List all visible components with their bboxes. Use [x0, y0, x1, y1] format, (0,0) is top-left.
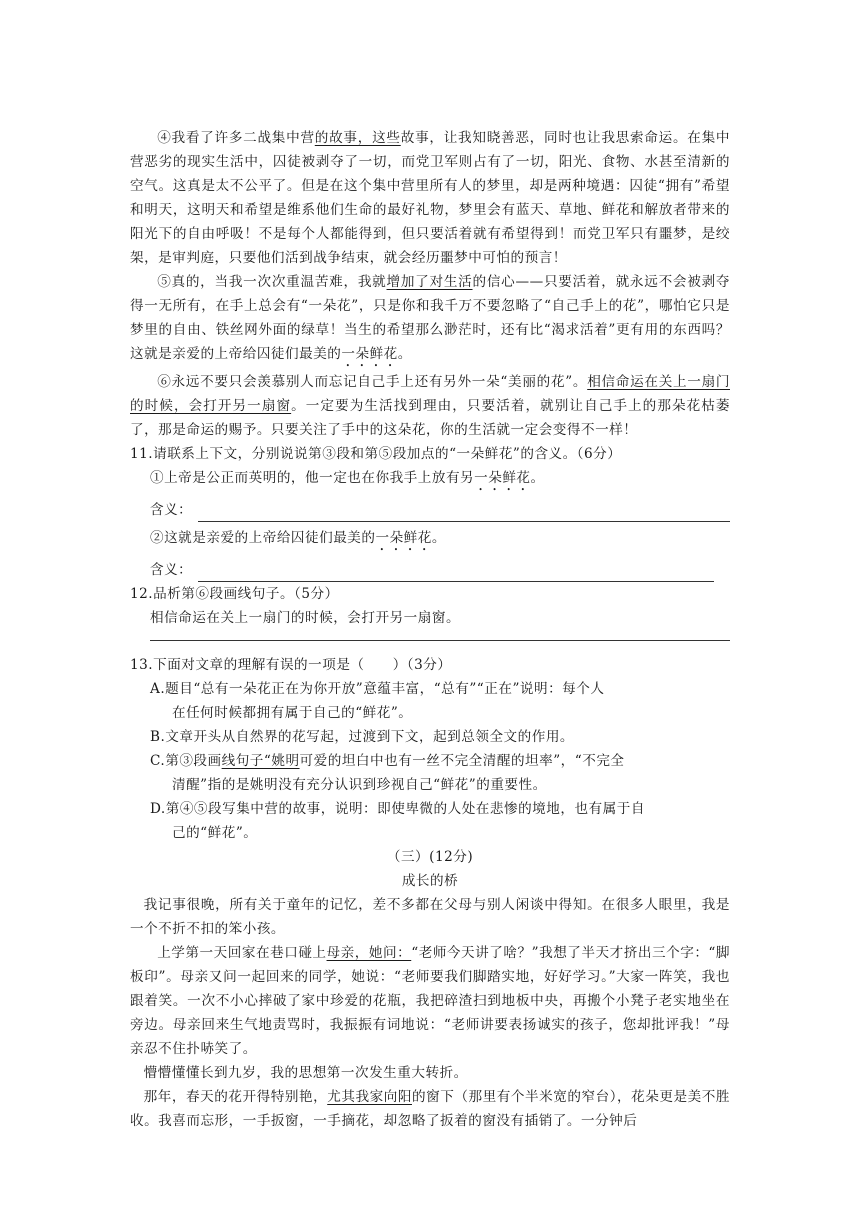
text-run: 。一定要为生活找到理由，只要活着，就别让自己手上的那朵花枯萎了，那是命运的赐予。只要关注了手中的这朵花，你的生活就一定会变得不一样！	[130, 398, 730, 438]
underlined-text: 的故事，这些	[314, 130, 401, 146]
text-run: 故事，让我知晓善恶，同时也让我思索命运。在集中营恶劣的现实生活中，囚徒被剥夺了一切，而党卫军则占有了一切，阳光、食物、水甚至清新的空气。这真是太不公平了。但是在这个集中营里所有人的梦里，却是两种境遇：囚徒“拥有”希望和明天，这明天和希望是维系他们生命的最好礼物，梦里会有蓝天、草地、鲜花和解放者带来的阳光下的自由呼吸！不是每个人都能得到，但只要活着就有希望得到！而党卫军只有噩梦，是绞架，是审判庭，只要他们活到战争结束，就会经历噩梦中可怕的预言！	[130, 130, 731, 266]
paragraph-4	[130, 126, 730, 270]
question-13-stem: 13.下面对文章的理解有误的一项是（ ）（3分）	[130, 657, 452, 673]
underlined-text: 相信命运在关上一扇门的时候，会打开另一扇窗	[130, 374, 730, 414]
section3-paragraph-3: 懵懵懂懂长到九岁，我的思想第一次发生重大转折。	[143, 1065, 468, 1081]
text-run: 可爱的坦白中也有一丝不完全清醒的坦率”，“不完全	[299, 753, 625, 769]
option-d-cont: 己的“鲜花”。	[172, 825, 258, 841]
text-run: ④我看了许多二战集中营	[157, 130, 315, 146]
paragraph-6	[130, 370, 730, 442]
answer-row-1	[130, 498, 730, 522]
dotted-text: 一朵鲜花	[474, 470, 531, 486]
text-run: ②这就是亲爱的上帝给囚徒们最美的	[150, 530, 376, 546]
text-run: C.第③段画	[150, 753, 222, 769]
underlined-text: 尤其我家向阳	[327, 1089, 412, 1105]
option-c-cont: 清醒”指的是姚明没有充分认识到珍视自己“鲜花”的重要性。	[172, 777, 547, 793]
underlined-text: 增加了对生活	[386, 274, 473, 290]
text-run: 上学第一天回家在巷口碰上	[157, 945, 327, 961]
text-run: “老师今天讲了啥？”我想了半天才挤出三个字：“脚板印”。母亲又问一起回来的同学，她说：“老师要我们脚踏实地，好好学习。”大家一阵笑，我也跟着笑。一次不小心摔破了家中珍爱的花瓶，我把碎渣扫到地板中央，再搬个小凳子老实地坐在旁边。母亲回来生气地责骂时，我振振有词地说：“老师讲要表扬诚实的孩子，您却批评我！”母亲忍不住扑哧笑了。	[130, 945, 730, 1057]
exam-page	[130, 126, 730, 1133]
question-11-stem: 11.请联系上下文，分别说说第③段和第⑤段加点的“一朵鲜花”的含义。（6分）	[130, 446, 622, 462]
dotted-text: 一朵鲜花	[375, 530, 432, 546]
text-run: 。	[431, 530, 446, 546]
option-a: A.题目“总有一朵花正在为你开放”意蕴丰富，“总有”“正在”说明：每个人	[150, 681, 605, 697]
text-run: 的信心——只要活着，就永远不会被剥夺得一无所有，在手上总会有“一朵花”，只是你和我千万不要忽略了“自己手上的花”，哪怕它只是梦里的自由、铁丝网外面的绿草！当生的希望那么渺茫时，还有比“渴求活着”更有用的东西吗？这就是亲爱的上帝给囚徒们最美的	[130, 274, 731, 362]
section3-paragraph-1: 我记事很晚，所有关于童年的记忆，差不多都在父母与别人闲谈中得知。在很多人眼里，我是一个不折不扣的笨小孩。	[130, 897, 730, 937]
question-12-stem: 12.品析第⑥段画线句子。（5分）	[130, 586, 339, 602]
answer-label-2: 含义：	[150, 562, 193, 578]
question-12-sentence: 相信命运在关上一扇门的时候，会打开另一扇窗。	[150, 610, 461, 626]
text-run: 。	[397, 346, 412, 362]
question-11-sentence-2	[130, 526, 730, 554]
paragraph-5	[130, 270, 730, 370]
text-run: ⑥永远不要只会羡慕别人而忘记自己手上还有另外一朵“美丽的花”。	[157, 374, 588, 390]
underlined-text: 线句子“姚明	[221, 753, 300, 769]
answer-line-1[interactable]	[198, 505, 730, 522]
option-a-cont: 在任何时候都拥有属于自己的“鲜花”。	[172, 705, 413, 721]
passage-title: 成长的桥	[401, 873, 459, 889]
answer-row-2	[130, 558, 730, 582]
text-run: 的窗下（那里有个半米宽的窄台），花朵更是美不胜收。我喜而忘形，一手扳窗，一手摘花，却忽略了扳着的窗没有插销了。一分钟后	[130, 1089, 731, 1129]
option-c	[130, 749, 730, 773]
text-run: 那年，春天的花开得特别艳，	[143, 1089, 328, 1105]
section3-paragraph-4	[130, 1085, 730, 1133]
option-d: D.第④⑤段写集中营的故事，说明：即使卑微的人处在悲惨的境地，也有属于自	[150, 801, 645, 817]
question-11-sentence-1	[130, 466, 730, 494]
underlined-text: 母亲，她问：	[326, 945, 412, 961]
section3-paragraph-2	[130, 941, 730, 1061]
text-run: ①上帝是公正而英明的，他一定也在你我手上放有另	[150, 470, 475, 486]
answer-label-1: 含义：	[150, 502, 193, 518]
section-header: （三）(12分)	[386, 849, 474, 865]
text-run: 。	[530, 470, 545, 486]
dotted-text: 一朵鲜花	[341, 346, 398, 362]
text-run: ⑤真的，当我一次次重温苦难，我就	[157, 274, 387, 290]
answer-line-3[interactable]	[150, 630, 730, 641]
answer-line-2[interactable]	[198, 565, 714, 582]
option-b: B.文章开头从自然界的花写起，过渡到下文，起到总领全文的作用。	[150, 729, 575, 745]
